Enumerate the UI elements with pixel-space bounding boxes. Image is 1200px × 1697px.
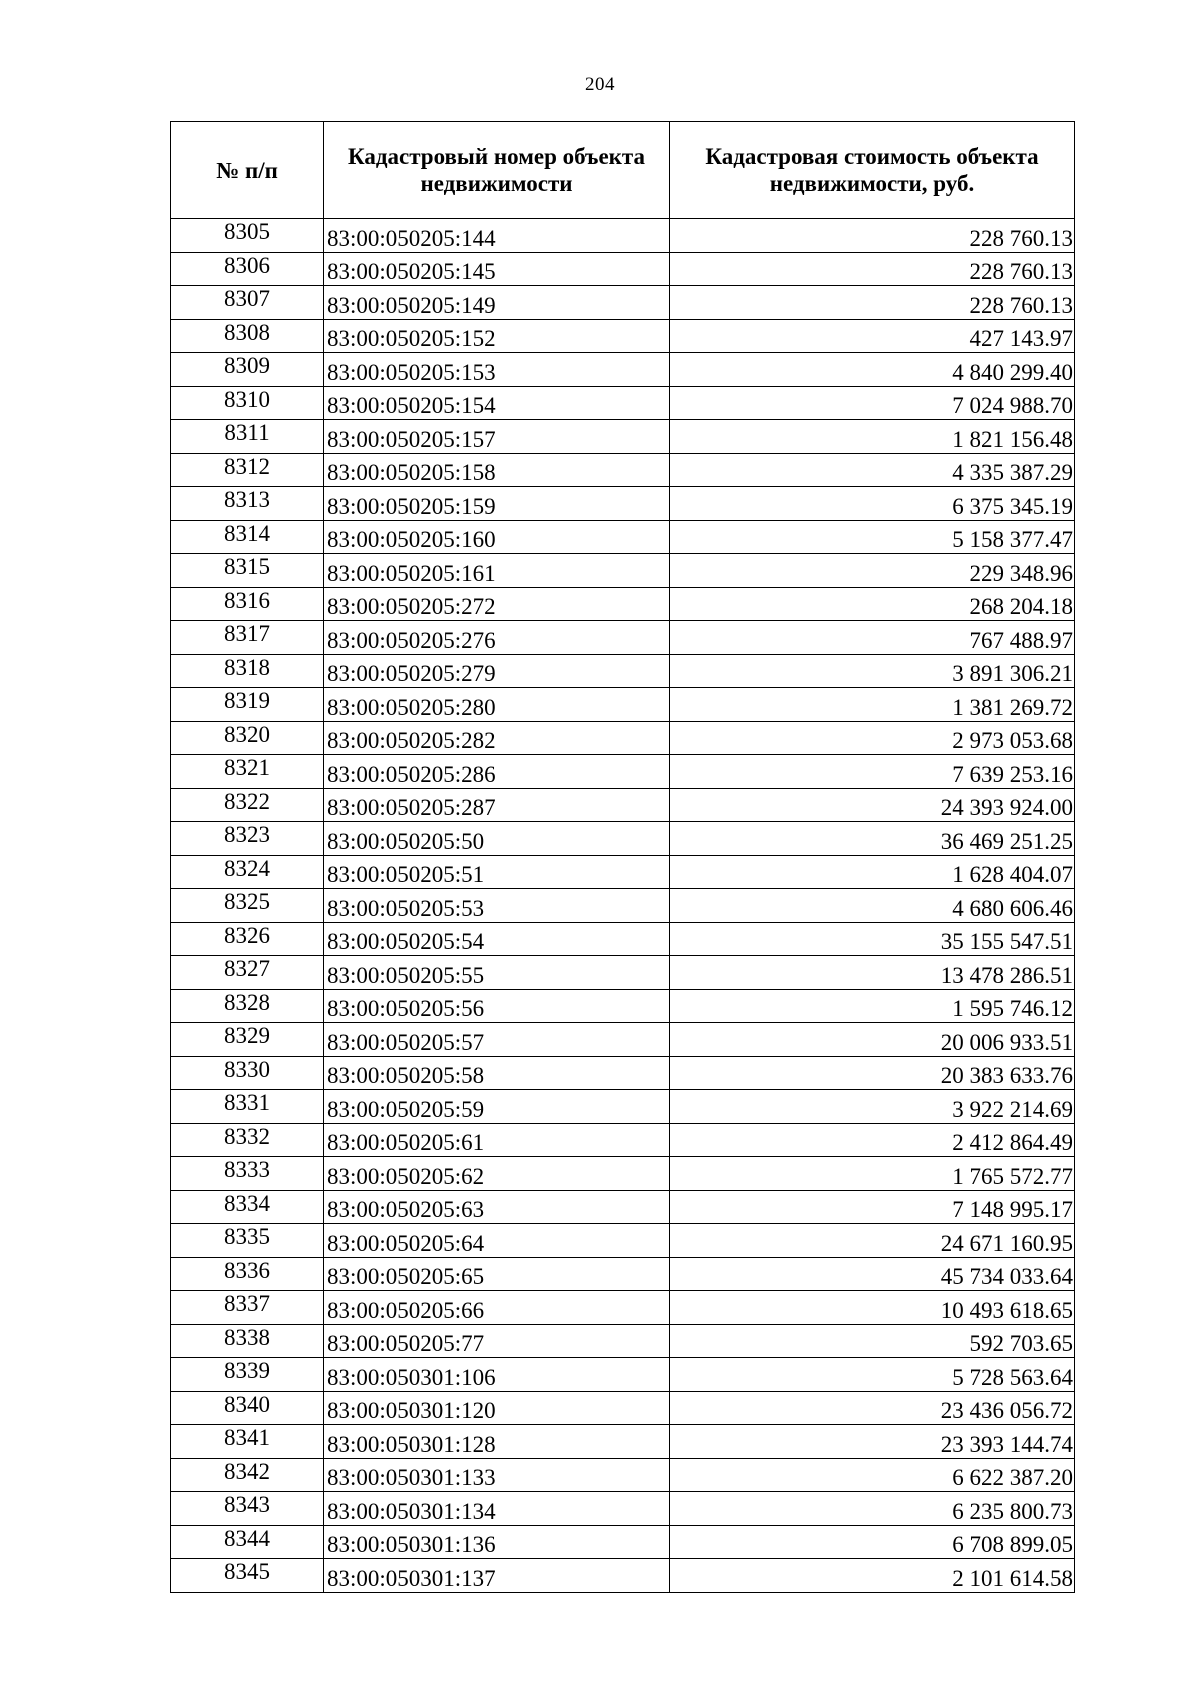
table-row <box>171 1190 1075 1224</box>
cadastral-value-cell: 7 024 988.70 <box>670 386 1075 420</box>
row-number-cell: 8332 <box>171 1123 324 1157</box>
cadastral-number-cell: 83:00:050205:152 <box>324 319 670 353</box>
row-number-cell: 8323 <box>171 822 324 856</box>
cadastral-number-cell: 83:00:050205:160 <box>324 520 670 554</box>
cadastral-number-cell: 83:00:050205:61 <box>324 1123 670 1157</box>
cadastral-value-cell: 35 155 547.51 <box>670 922 1075 956</box>
cadastral-number-cell: 83:00:050301:134 <box>324 1492 670 1526</box>
cadastral-number-cell: 83:00:050205:144 <box>324 219 670 253</box>
cadastral-value-cell: 6 622 387.20 <box>670 1458 1075 1492</box>
cadastral-number-cell: 83:00:050205:63 <box>324 1190 670 1224</box>
row-number-cell: 8329 <box>171 1023 324 1057</box>
table-row <box>171 487 1075 521</box>
cadastral-value-cell: 2 973 053.68 <box>670 721 1075 755</box>
cadastral-value-table <box>170 121 1075 1593</box>
cadastral-value-cell: 4 840 299.40 <box>670 353 1075 387</box>
row-number-cell: 8312 <box>171 453 324 487</box>
cadastral-value-cell: 3 891 306.21 <box>670 654 1075 688</box>
cadastral-value-cell: 1 595 746.12 <box>670 989 1075 1023</box>
row-number-cell: 8316 <box>171 587 324 621</box>
row-number-cell: 8319 <box>171 688 324 722</box>
table-row <box>171 721 1075 755</box>
cadastral-value-cell: 45 734 033.64 <box>670 1257 1075 1291</box>
cadastral-value-cell: 7 639 253.16 <box>670 755 1075 789</box>
table-row <box>171 889 1075 923</box>
table-row <box>171 1090 1075 1124</box>
table-row <box>171 621 1075 655</box>
row-number-cell: 8343 <box>171 1492 324 1526</box>
cadastral-number-cell: 83:00:050205:58 <box>324 1056 670 1090</box>
row-number-cell: 8330 <box>171 1056 324 1090</box>
row-number-cell: 8321 <box>171 755 324 789</box>
cadastral-number-cell: 83:00:050205:153 <box>324 353 670 387</box>
row-number-cell: 8307 <box>171 286 324 320</box>
table-row <box>171 1224 1075 1258</box>
table-row <box>171 788 1075 822</box>
table-row <box>171 453 1075 487</box>
cadastral-value-cell: 20 006 933.51 <box>670 1023 1075 1057</box>
table-row <box>171 520 1075 554</box>
cadastral-value-cell: 5 158 377.47 <box>670 520 1075 554</box>
cadastral-value-cell: 7 148 995.17 <box>670 1190 1075 1224</box>
cadastral-value-cell: 10 493 618.65 <box>670 1291 1075 1325</box>
cadastral-number-cell: 83:00:050205:282 <box>324 721 670 755</box>
cadastral-number-cell: 83:00:050205:51 <box>324 855 670 889</box>
cadastral-number-cell: 83:00:050205:65 <box>324 1257 670 1291</box>
cadastral-number-cell: 83:00:050205:145 <box>324 252 670 286</box>
cadastral-number-cell: 83:00:050205:62 <box>324 1157 670 1191</box>
cadastral-value-cell: 6 235 800.73 <box>670 1492 1075 1526</box>
cadastral-value-cell: 767 488.97 <box>670 621 1075 655</box>
table-row <box>171 1123 1075 1157</box>
cadastral-number-cell: 83:00:050205:55 <box>324 956 670 990</box>
cadastral-number-cell: 83:00:050301:137 <box>324 1559 670 1593</box>
table-row <box>171 755 1075 789</box>
row-number-cell: 8318 <box>171 654 324 688</box>
table-row <box>171 1559 1075 1593</box>
cadastral-value-cell: 20 383 633.76 <box>670 1056 1075 1090</box>
table-row <box>171 252 1075 286</box>
cadastral-number-cell: 83:00:050205:149 <box>324 286 670 320</box>
table-row <box>171 286 1075 320</box>
cadastral-number-cell: 83:00:050205:280 <box>324 688 670 722</box>
cadastral-number-cell: 83:00:050205:286 <box>324 755 670 789</box>
table-row <box>171 386 1075 420</box>
cadastral-value-cell: 24 393 924.00 <box>670 788 1075 822</box>
table-row <box>171 1358 1075 1392</box>
table-row <box>171 654 1075 688</box>
table-row <box>171 922 1075 956</box>
row-number-cell: 8326 <box>171 922 324 956</box>
cadastral-value-cell: 3 922 214.69 <box>670 1090 1075 1124</box>
row-number-cell: 8308 <box>171 319 324 353</box>
table-row <box>171 688 1075 722</box>
header-row-number: № п/п <box>171 122 324 219</box>
row-number-cell: 8327 <box>171 956 324 990</box>
row-number-cell: 8339 <box>171 1358 324 1392</box>
cadastral-number-cell: 83:00:050205:66 <box>324 1291 670 1325</box>
cadastral-number-cell: 83:00:050205:56 <box>324 989 670 1023</box>
row-number-cell: 8335 <box>171 1224 324 1258</box>
cadastral-number-cell: 83:00:050301:106 <box>324 1358 670 1392</box>
table-row <box>171 1391 1075 1425</box>
cadastral-number-cell: 83:00:050205:54 <box>324 922 670 956</box>
header-cadastral-number: Кадастровый номер объекта недвижимости <box>324 122 670 219</box>
header-cadastral-value: Кадастровая стоимость объекта недвижимости, руб. <box>670 122 1075 219</box>
cadastral-value-cell: 4 335 387.29 <box>670 453 1075 487</box>
table-row <box>171 1023 1075 1057</box>
table-header <box>171 122 1075 219</box>
row-number-cell: 8336 <box>171 1257 324 1291</box>
row-number-cell: 8313 <box>171 487 324 521</box>
cadastral-value-cell: 229 348.96 <box>670 554 1075 588</box>
cadastral-number-cell: 83:00:050301:128 <box>324 1425 670 1459</box>
cadastral-number-cell: 83:00:050205:159 <box>324 487 670 521</box>
cadastral-value-cell: 1 765 572.77 <box>670 1157 1075 1191</box>
row-number-cell: 8314 <box>171 520 324 554</box>
cadastral-value-cell: 2 101 614.58 <box>670 1559 1075 1593</box>
table-row <box>171 1257 1075 1291</box>
cadastral-number-cell: 83:00:050205:57 <box>324 1023 670 1057</box>
table-row <box>171 1291 1075 1325</box>
table-row <box>171 1525 1075 1559</box>
cadastral-value-cell: 23 393 144.74 <box>670 1425 1075 1459</box>
cadastral-value-cell: 268 204.18 <box>670 587 1075 621</box>
row-number-cell: 8311 <box>171 420 324 454</box>
cadastral-number-cell: 83:00:050301:133 <box>324 1458 670 1492</box>
cadastral-value-cell: 1 821 156.48 <box>670 420 1075 454</box>
row-number-cell: 8325 <box>171 889 324 923</box>
cadastral-number-cell: 83:00:050205:158 <box>324 453 670 487</box>
cadastral-value-cell: 5 728 563.64 <box>670 1358 1075 1392</box>
row-number-cell: 8309 <box>171 353 324 387</box>
table-row <box>171 1324 1075 1358</box>
row-number-cell: 8345 <box>171 1559 324 1593</box>
table-row <box>171 855 1075 889</box>
cadastral-number-cell: 83:00:050205:77 <box>324 1324 670 1358</box>
table-row <box>171 219 1075 253</box>
row-number-cell: 8324 <box>171 855 324 889</box>
table-row <box>171 587 1075 621</box>
header-row <box>171 122 1075 219</box>
cadastral-value-cell: 6 375 345.19 <box>670 487 1075 521</box>
row-number-cell: 8317 <box>171 621 324 655</box>
cadastral-number-cell: 83:00:050205:279 <box>324 654 670 688</box>
row-number-cell: 8337 <box>171 1291 324 1325</box>
row-number-cell: 8334 <box>171 1190 324 1224</box>
cadastral-value-cell: 6 708 899.05 <box>670 1525 1075 1559</box>
cadastral-number-cell: 83:00:050205:276 <box>324 621 670 655</box>
row-number-cell: 8306 <box>171 252 324 286</box>
cadastral-number-cell: 83:00:050205:53 <box>324 889 670 923</box>
cadastral-number-cell: 83:00:050205:272 <box>324 587 670 621</box>
cadastral-number-cell: 83:00:050205:157 <box>324 420 670 454</box>
cadastral-value-cell: 36 469 251.25 <box>670 822 1075 856</box>
table-row <box>171 989 1075 1023</box>
table-row <box>171 353 1075 387</box>
cadastral-number-cell: 83:00:050301:120 <box>324 1391 670 1425</box>
table-row <box>171 1458 1075 1492</box>
table-row <box>171 956 1075 990</box>
table-row <box>171 1492 1075 1526</box>
cadastral-number-cell: 83:00:050205:59 <box>324 1090 670 1124</box>
cadastral-value-cell: 1 381 269.72 <box>670 688 1075 722</box>
row-number-cell: 8333 <box>171 1157 324 1191</box>
row-number-cell: 8344 <box>171 1525 324 1559</box>
cadastral-value-cell: 592 703.65 <box>670 1324 1075 1358</box>
cadastral-value-cell: 13 478 286.51 <box>670 956 1075 990</box>
row-number-cell: 8305 <box>171 219 324 253</box>
row-number-cell: 8315 <box>171 554 324 588</box>
cadastral-number-cell: 83:00:050205:64 <box>324 1224 670 1258</box>
row-number-cell: 8328 <box>171 989 324 1023</box>
cadastral-value-cell: 1 628 404.07 <box>670 855 1075 889</box>
cadastral-value-cell: 427 143.97 <box>670 319 1075 353</box>
table-row <box>171 1157 1075 1191</box>
cadastral-number-cell: 83:00:050301:136 <box>324 1525 670 1559</box>
row-number-cell: 8340 <box>171 1391 324 1425</box>
table-row <box>171 420 1075 454</box>
cadastral-number-cell: 83:00:050205:50 <box>324 822 670 856</box>
row-number-cell: 8341 <box>171 1425 324 1459</box>
page-number: 204 <box>585 74 615 95</box>
table-row <box>171 1425 1075 1459</box>
cadastral-number-cell: 83:00:050205:161 <box>324 554 670 588</box>
cadastral-value-cell: 4 680 606.46 <box>670 889 1075 923</box>
cadastral-value-cell: 23 436 056.72 <box>670 1391 1075 1425</box>
table-row <box>171 822 1075 856</box>
row-number-cell: 8342 <box>171 1458 324 1492</box>
cadastral-number-cell: 83:00:050205:154 <box>324 386 670 420</box>
table-row <box>171 319 1075 353</box>
table-row <box>171 554 1075 588</box>
cadastral-value-cell: 228 760.13 <box>670 252 1075 286</box>
cadastral-number-cell: 83:00:050205:287 <box>324 788 670 822</box>
cadastral-value-cell: 24 671 160.95 <box>670 1224 1075 1258</box>
cadastral-value-cell: 2 412 864.49 <box>670 1123 1075 1157</box>
row-number-cell: 8338 <box>171 1324 324 1358</box>
row-number-cell: 8322 <box>171 788 324 822</box>
row-number-cell: 8310 <box>171 386 324 420</box>
table-row <box>171 1056 1075 1090</box>
cadastral-value-cell: 228 760.13 <box>670 286 1075 320</box>
table-body <box>171 219 1075 1593</box>
row-number-cell: 8331 <box>171 1090 324 1124</box>
row-number-cell: 8320 <box>171 721 324 755</box>
cadastral-value-cell: 228 760.13 <box>670 219 1075 253</box>
